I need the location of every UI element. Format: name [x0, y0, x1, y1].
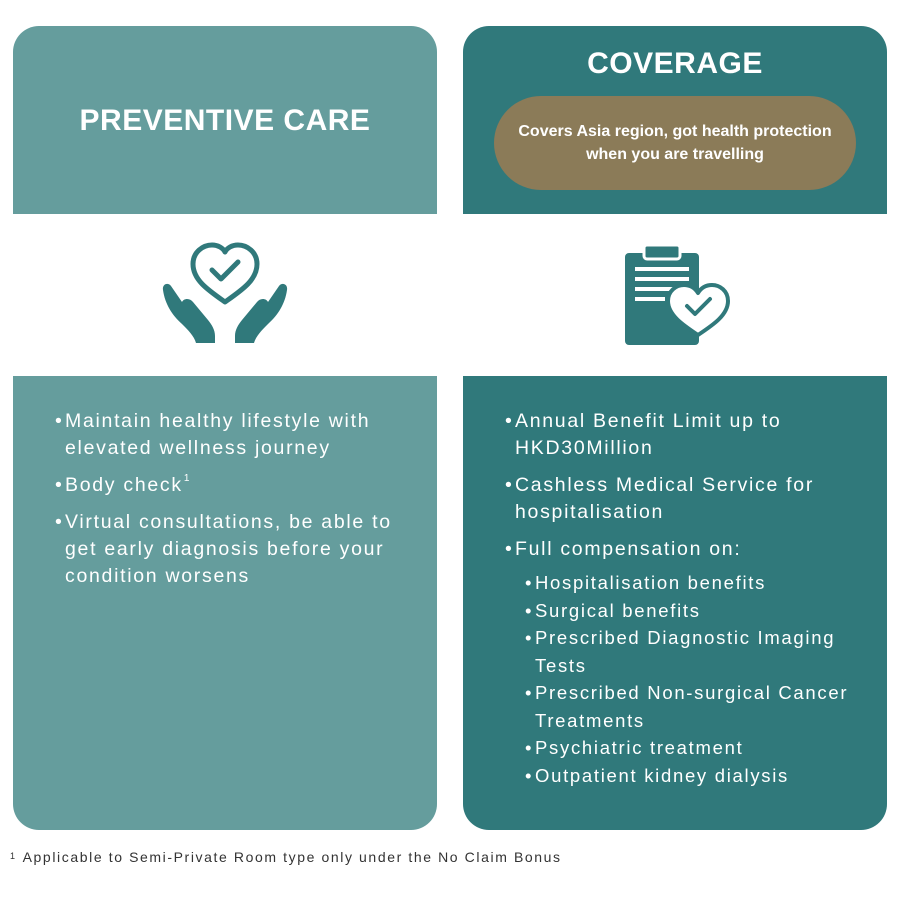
clipboard-heart-icon [620, 243, 730, 347]
list-item: • Maintain healthy lifestyle with elevated wellness journey [55, 410, 371, 459]
heart-in-hands-icon [160, 240, 290, 350]
preventive-icon-band [13, 214, 437, 376]
list-item: • Full compensation on: [505, 538, 742, 560]
coverage-icon-band [463, 214, 887, 376]
list-item: • Surgical benefits [525, 599, 701, 621]
list-item: • Hospitalisation benefits [525, 572, 767, 593]
footnote-mark: 1 [10, 851, 17, 861]
list-item: • Outpatient kidney dialysis [525, 764, 789, 786]
list-item: • Body check$^1$ [55, 473, 192, 496]
coverage-card [463, 26, 887, 830]
compensation-sublist [525, 569, 867, 789]
footnote: $^1$ Applicable to Semi-Private Room type only under the No Claim Bonus [10, 849, 562, 865]
list-item: • Virtual consultations, be able to get early diagnosis before your condition worsens [55, 511, 392, 587]
list-item: • Psychiatric treatment [525, 737, 744, 758]
list-item: • Prescribed Diagnostic Imaging Tests [525, 627, 836, 676]
coverage-title: COVERAGE [587, 47, 763, 80]
list-item: • Annual Benefit Limit up to HKD30Million [505, 410, 782, 459]
preventive-benefit-list [55, 408, 417, 600]
list-item: • Cashless Medical Service for hospitalisation [505, 474, 815, 523]
preventive-care-card [13, 26, 437, 830]
coverage-benefit-list [505, 408, 867, 789]
preventive-care-title: PREVENTIVE CARE [79, 104, 371, 137]
coverage-region-badge: Covers Asia region, got health protection when you are travelling [494, 96, 856, 190]
footnote-mark: 1 [183, 473, 192, 484]
list-item: • Prescribed Non-surgical Cancer Treatments [525, 682, 849, 731]
